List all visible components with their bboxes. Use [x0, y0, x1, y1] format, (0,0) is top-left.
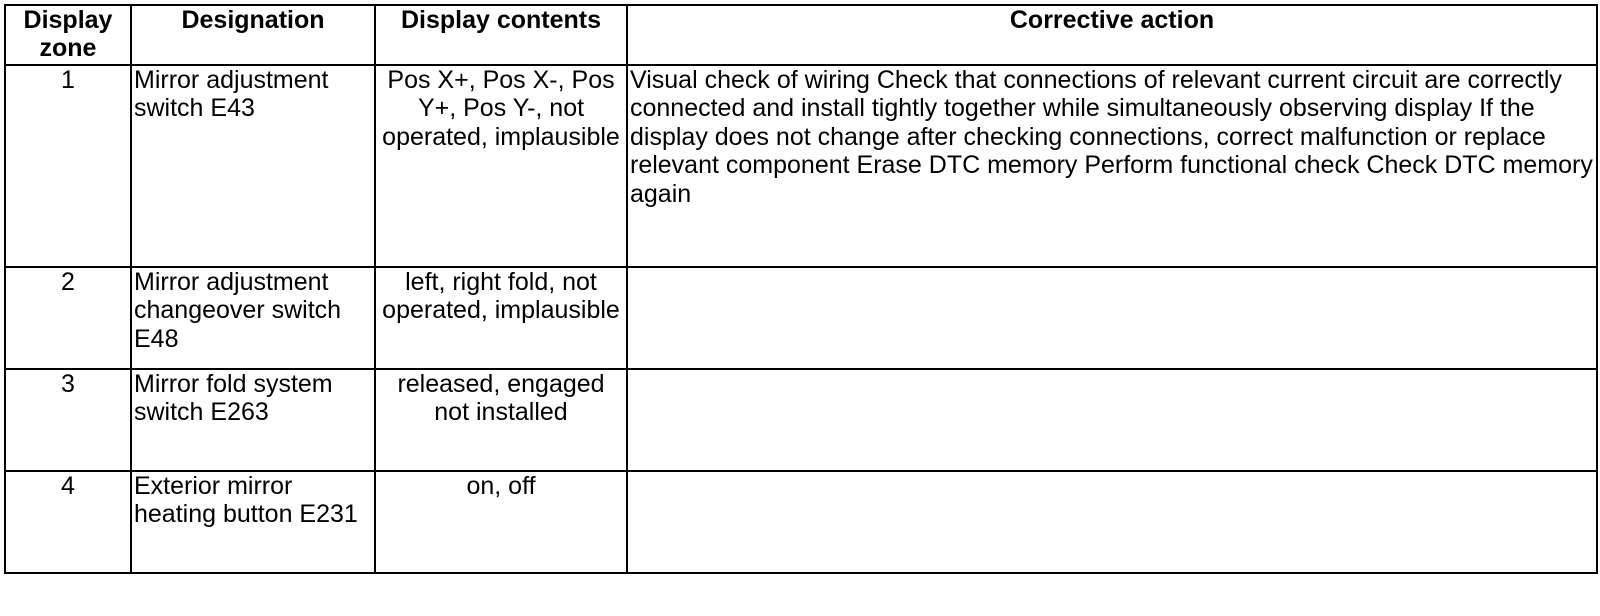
corrective-action-cell [627, 369, 1597, 471]
table-row [5, 471, 1597, 573]
corrective-action-cell [627, 267, 1597, 369]
zone-cell: 1 [5, 65, 131, 267]
designation-cell: Mirror adjustment switch E43 [131, 65, 375, 267]
header-designation: Designation [131, 5, 375, 65]
designation-cell: Mirror fold system switch E263 [131, 369, 375, 471]
display-contents-cell: left, right fold, not operated, implausible [375, 267, 627, 369]
table-row [5, 267, 1597, 369]
designation-cell: Exterior mirror heating button E231 [131, 471, 375, 573]
table-header-row [5, 5, 1597, 65]
designation-cell: Mirror adjustment changeover switch E48 [131, 267, 375, 369]
header-corrective-action: Corrective action [627, 5, 1597, 65]
zone-cell: 2 [5, 267, 131, 369]
table-row [5, 369, 1597, 471]
display-contents-cell: on, off [375, 471, 627, 573]
corrective-action-cell [627, 471, 1597, 573]
zone-cell: 3 [5, 369, 131, 471]
display-contents-cell: released, engaged not installed [375, 369, 627, 471]
header-display-zone: Display zone [5, 5, 131, 65]
header-display-contents: Display contents [375, 5, 627, 65]
zone-cell: 4 [5, 471, 131, 573]
table-row [5, 65, 1597, 267]
display-contents-cell: Pos X+, Pos X-, Pos Y+, Pos Y-, not operated, implausible [375, 65, 627, 267]
display-zone-table [4, 4, 1598, 574]
corrective-action-cell: Visual check of wiring Check that connections of relevant current circuit are correctly connected and install tightly together while simultaneously observing display If the display does not change after checking connections, correct malfunction or replace relevant component Erase DTC memory Perform functional check Check DTC memory again [627, 65, 1597, 267]
